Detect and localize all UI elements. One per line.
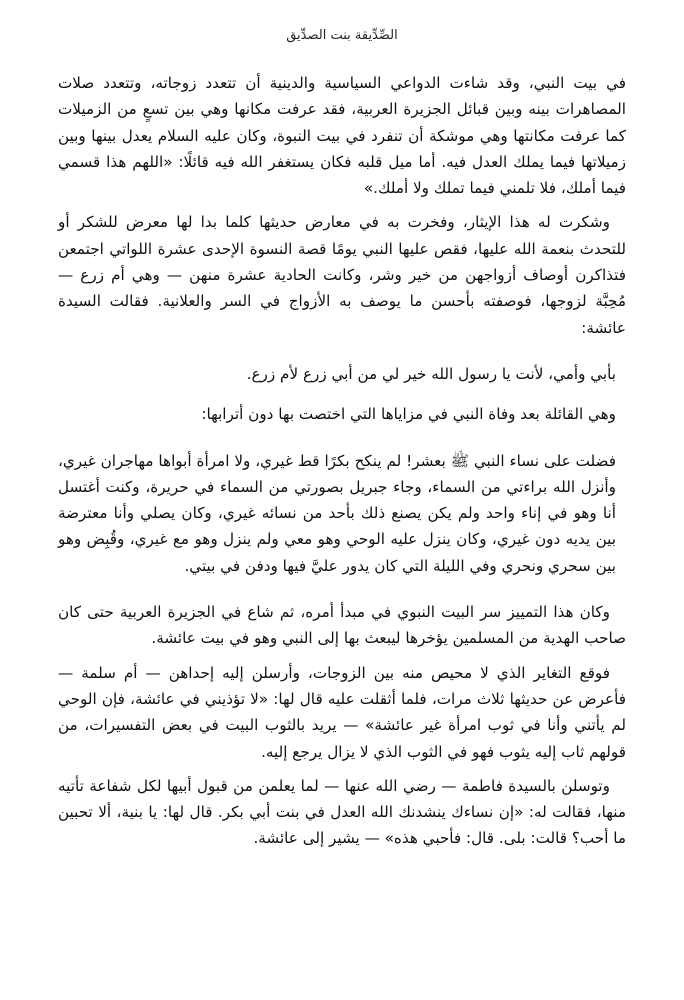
paragraph-6: وتوسلن بالسيدة فاطمة — رضي الله عنها — لما يعلمن من قبول أبيها لكل شفاعة تأتيه منها، فقالت له: «إن نساءك ينشدنك الله العدل في بنت أبي بكر. قال لها: يا بنية، ألا تحبين ما أحب؟ قالت: بلى. قال: فأحبي هذه» — يشير إلى عائشة. xyxy=(58,776,626,848)
book-page xyxy=(58,26,626,1000)
paragraph-1: في بيت النبي، وقد شاءت الدواعي السياسية والدينية أن تتعدد زوجاته، وتتعدد صلات المصاهرات بينه وبين قبائل الجزيرة العربية، فقد عرفت مكانها وهي بين تسعٍ من الزميلات كما عرفت مكانتها وهي موشكة أن تنفرد في بيت النبوة، وكان عليه السلام يعدل بينها وبين زميلاتها فيما يملك العدل فيه. أما ميل قلبه فكان يستغفر الله فيه قائلًا: «اللهم هذا قسمي فيما أملك، فلا تلمني فيما تملك ولا أملك.» xyxy=(58,74,626,198)
paragraph-2: وشكرت له هذا الإيثار، وفخرت به في معارض حديثها كلما بدا لها معرض للشكر أو للتحدث بنعمة الله عليها، فقص عليها النبي يومًا قصة النسوة الإحدى عشرة اللواتي اجتمعن فتذاكرن أوصاف أزواجهن من خير وشر، وكانت الحادية عشرة منهن — وهي أم زرع — مُحِبَّة لزوجها، فوصفته بأحسن ما يوصف به الأزواج في السر والعلانية. فقالت السيدة عائشة: xyxy=(58,213,626,337)
page-header-title: الصِّدِّيقة بنت الصدِّيق xyxy=(286,28,398,43)
paragraph-3: وهي القائلة بعد وفاة النبي في مزاياها التي اختصت بها دون أترابها: xyxy=(201,405,616,424)
paragraph-4: وكان هذا التمييز سر البيت النبوي في مبدأ أمره، ثم شاع في الجزيرة العربية حتى كان صاحب الهدية من المسلمين يؤخرها ليبعث بها إلى النبي وهو في بيت عائشة. xyxy=(58,603,626,648)
paragraph-5: فوقع التغاير الذي لا محيص منه بين الزوجات، وأرسلن إليه إحداهن — أم سلمة — فأعرض عن حديثها ثلاث مرات، فلما أثقلت عليه قال لها: «لا تؤذيني في عائشة، فإن الوحي لم يأتني وأنا في ثوب امرأة غير عائشة» — يريد بالثوب البيت في بعض التفسيرات، من قولهم ثاب إليه يثوب فهو في الثوب الذي لا يزال يرجع إليه. xyxy=(58,663,626,761)
quote-ten-merits: فضلت على نساء النبي ﷺ بعشر! لم ينكح بكرًا قط غيري، ولا امرأة أبواها مهاجران غيري، وأنزل الله براءتي من السماء، وجاء جبريل بصورتي من السماء في حريرة، وكنت أغتسل أنا وهو في إناء واحد ولم يكن يصنع ذلك بأحد من نسائه غيري، وكان يصلي وأنا معترضة بين يديه دون غيري، وكان ينزل عليه الوحي وهو معي ولم ينزل وهو مع غيري، وقُبِض وهو بين سحري ونحري وفي الليلة التي كان يدور عليَّ فيها ودفن في بيتي. xyxy=(58,451,616,575)
quote-abi-zar: بأبي وأمي، لأنت يا رسول الله خير لي من أبي زرع لأم زرع. xyxy=(246,364,616,383)
